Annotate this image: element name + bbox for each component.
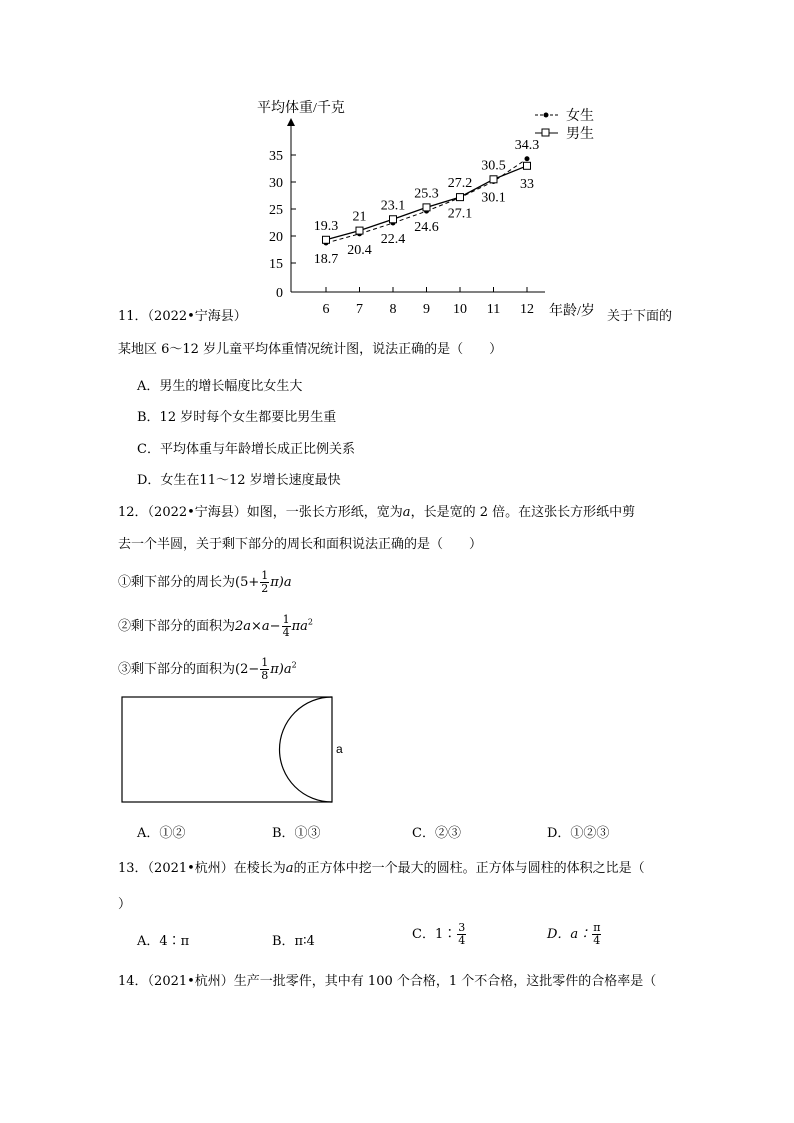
q12-statement-1: ①剩下部分的周长为(5+ $\frac{1}{2}$ π)a xyxy=(118,569,292,595)
fraction: $\frac{\pi}{4}$ xyxy=(593,921,601,947)
width-label: a xyxy=(336,742,343,756)
boys-data-label: 25.3 xyxy=(414,186,439,202)
q11-number: 11． xyxy=(118,309,148,324)
q13-option-a: A．4∶π xyxy=(137,934,190,949)
boys-point xyxy=(390,216,397,223)
q12-statement-2: ②剩下部分的面积为2a×a− $\frac{1}{4}$ $\pi a^2$ xyxy=(118,613,313,639)
boys-point xyxy=(457,194,464,201)
q11-line2: 某地区 6～12 岁儿童平均体重情况统计图，说法正确的是（ ） xyxy=(118,342,503,357)
q13-option-c: C．1∶ $\frac{3}{4}$ xyxy=(412,921,466,947)
q12-line2: 去一个半圆，关于剩下部分的周长和面积说法正确的是（ ） xyxy=(118,537,483,552)
y-tick-label: 30 xyxy=(269,176,283,191)
girls-data-label: 18.7 xyxy=(313,252,339,268)
q13-option-b: B．π∶4 xyxy=(272,934,315,949)
girls-point xyxy=(525,156,530,161)
y-tick-label: 20 xyxy=(269,230,283,245)
q11-inline-text: 关于下面的 xyxy=(607,309,673,324)
q11-option-c: C．平均体重与年龄增长成正比例关系 xyxy=(137,442,355,457)
fraction: $\frac{1}{2}$ xyxy=(261,569,269,595)
q13-option-d: D．a∶ $\frac{\pi}{4}$ xyxy=(547,921,601,947)
q11-option-b: B．12 岁时每个女生都要比男生重 xyxy=(137,410,337,425)
girls-data-label: 34.3 xyxy=(514,137,540,153)
boys-data-label: 21 xyxy=(352,209,367,225)
q11-source: （2022•宁海县） xyxy=(147,309,247,324)
boys-data-label: 33 xyxy=(520,176,534,192)
y-axis-label: 平均体重/千克 xyxy=(257,101,345,116)
y-tick-label: 0 xyxy=(276,286,283,301)
y-tick-label: 35 xyxy=(269,149,283,164)
q13-line2: ） xyxy=(118,897,132,912)
x-tick-label: 9 xyxy=(423,302,430,317)
q12-option-d: D．①②③ xyxy=(547,826,610,841)
legend xyxy=(535,107,594,142)
q12-option-b: B．①③ xyxy=(272,826,321,841)
legend-boys-label: 男生 xyxy=(566,127,594,142)
rectangle-semicircle-figure xyxy=(118,693,348,808)
x-tick-label: 11 xyxy=(486,302,501,317)
legend-girls-label: 女生 xyxy=(566,109,594,124)
q12-statement-3: ③剩下部分的面积为(2− $\frac{1}{8}$ $\pi)a^2$ xyxy=(118,656,297,682)
fraction: $\frac{1}{4}$ xyxy=(282,613,290,639)
girls-data-label: 22.4 xyxy=(380,232,406,248)
boys-data-label: 30.5 xyxy=(481,158,506,174)
legend-boys-square-icon xyxy=(542,129,549,136)
q11-line1 xyxy=(118,305,247,324)
girls-data-label: 24.6 xyxy=(414,220,439,236)
weight-line-chart xyxy=(0,0,794,330)
q13-line1: 13．（2021•杭州）在棱长为a的正方体中挖一个最大的圆柱。正方体与圆柱的体积之比是（ xyxy=(118,861,645,876)
boys-data-label: 27.2 xyxy=(447,176,473,192)
q14-line1: 14．（2021•杭州）生产一批零件，其中有 100 个合格，1 个不合格，这批零件的合格率是（ xyxy=(118,974,657,989)
boys-point xyxy=(524,162,531,169)
x-tick-label: 12 xyxy=(520,302,534,317)
q12-line1: 12．（2022•宁海县）如图，一张长方形纸，宽为a，长是宽的 2 倍。在这张长方形纸中剪 xyxy=(118,505,636,520)
fraction: $\frac{3}{4}$ xyxy=(458,921,466,947)
x-axis-label: 年龄/岁 xyxy=(549,304,595,319)
fraction: $\frac{1}{8}$ xyxy=(261,656,269,682)
y-tick-label: 25 xyxy=(269,203,283,218)
x-tick-label: 8 xyxy=(389,302,397,317)
q12-option-c: C．②③ xyxy=(412,826,461,841)
y-tick-label: 15 xyxy=(269,257,283,272)
q12-option-a: A．①② xyxy=(137,826,186,841)
q11-option-a: A．男生的增长幅度比女生大 xyxy=(137,379,303,394)
boys-point xyxy=(490,176,497,183)
boys-data-label: 23.1 xyxy=(380,198,406,214)
girls-data-label: 30.1 xyxy=(481,190,506,206)
boys-point xyxy=(323,236,330,243)
legend-girls-dot-icon xyxy=(544,113,549,118)
girls-data-label: 27.1 xyxy=(447,206,473,222)
x-tick-label: 7 xyxy=(356,302,363,317)
boys-point xyxy=(356,227,363,234)
boys-data-label: 19.3 xyxy=(313,218,339,234)
x-tick-label: 6 xyxy=(322,302,330,317)
boys-point xyxy=(423,204,430,211)
girls-data-label: 20.4 xyxy=(347,242,372,258)
x-tick-label: 10 xyxy=(453,302,467,317)
q11-option-d: D．女生在11～12 岁增长速度最快 xyxy=(137,473,341,488)
q12-var-a: a xyxy=(402,505,411,520)
